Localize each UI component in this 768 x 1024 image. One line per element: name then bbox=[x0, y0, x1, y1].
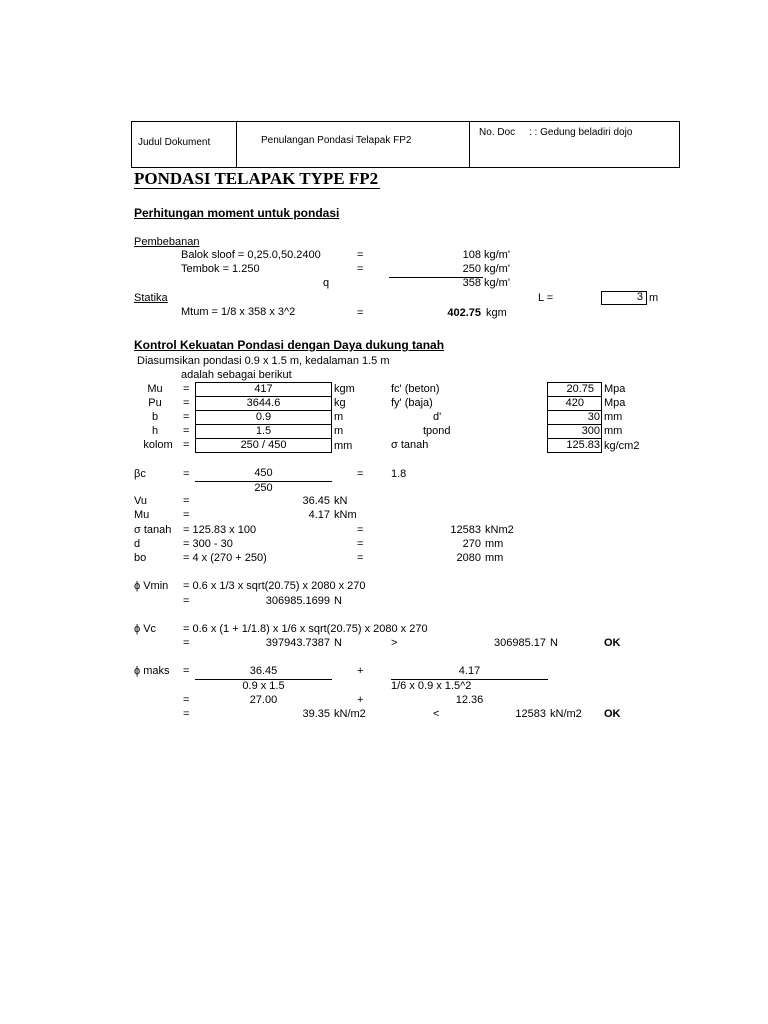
maks-cmp: < bbox=[433, 708, 440, 720]
betac-eq2: = bbox=[357, 468, 364, 480]
maks-num1: 36.45 bbox=[249, 665, 278, 677]
mu2-eq: = bbox=[183, 509, 190, 521]
L-value: 3 bbox=[636, 291, 643, 303]
param-value-pu: 3644.6 bbox=[246, 397, 281, 409]
param-unit-tpond: mm bbox=[604, 425, 623, 437]
vc-cmp-unit: N bbox=[550, 637, 558, 649]
maks-plus2: + bbox=[357, 694, 364, 706]
vmin-label: ϕ Vmin bbox=[134, 580, 169, 592]
bo-calc-label: bo bbox=[134, 552, 147, 564]
vc-value: 397943.7387 bbox=[265, 637, 330, 649]
param-name-tpond: tpond bbox=[423, 425, 451, 437]
d-calc-eq: = bbox=[357, 538, 364, 550]
param-unit-b: m bbox=[334, 411, 344, 423]
sigma-calc-value: 12583 bbox=[450, 524, 481, 536]
param-name-fy: fy' (baja) bbox=[391, 397, 433, 409]
vc-cmp-value: 306985.17 bbox=[494, 637, 546, 649]
vu-eq: = bbox=[183, 495, 190, 507]
betac-result: 1.8 bbox=[391, 468, 407, 480]
mu2-unit: kNm bbox=[334, 509, 357, 521]
bo-calc-expr: = 4 x (270 + 250) bbox=[183, 552, 267, 564]
mtum-eq: = bbox=[357, 307, 364, 319]
assume-line-1: Diasumsikan pondasi 0.9 x 1.5 m, kedalaman 1.5 m bbox=[137, 355, 390, 367]
vc-label: ϕ Vc bbox=[134, 623, 157, 635]
maks-eq3: = bbox=[183, 708, 190, 720]
param-unit-d: mm bbox=[604, 411, 623, 423]
L-unit: m bbox=[649, 292, 659, 304]
vu-label: Vu bbox=[134, 495, 148, 507]
L-label: L = bbox=[538, 292, 554, 304]
maks-v1: 27.00 bbox=[249, 694, 278, 706]
maks-v2: 12.36 bbox=[455, 694, 484, 706]
param-value-fc: 20.75 bbox=[566, 383, 594, 395]
param-name-sigma: σ tanah bbox=[391, 439, 429, 451]
betac-label: βc bbox=[134, 468, 146, 480]
param-value-h: 1.5 bbox=[255, 425, 272, 437]
mtum-label: Mtum = 1/8 x 358 x 3^2 bbox=[181, 306, 296, 318]
param-name-kolom: kolom bbox=[143, 439, 173, 451]
param-unit-fc: Mpa bbox=[604, 383, 626, 395]
param-name-mu: Mu bbox=[147, 383, 163, 395]
no-doc-label: No. Doc bbox=[479, 127, 516, 138]
load-value-q: 358 bbox=[462, 277, 481, 289]
param-value-b: 0.9 bbox=[255, 411, 272, 423]
maks-cmp-value: 12583 bbox=[515, 708, 546, 720]
header-divider-2 bbox=[469, 121, 470, 168]
mu2-value: 4.17 bbox=[308, 509, 330, 521]
maks-den2: 1/6 x 0.9 x 1.5^2 bbox=[391, 680, 472, 692]
param-unit-mu: kgm bbox=[334, 383, 355, 395]
maks-den1: 0.9 x 1.5 bbox=[242, 680, 285, 692]
load-label-2: Tembok = 1.250 bbox=[181, 263, 260, 275]
param-value-mu: 417 bbox=[254, 383, 273, 395]
load-label-1: Balok sloof = 0,25.0,50.2400 bbox=[181, 249, 321, 261]
vc-status: OK bbox=[604, 637, 621, 649]
param-name-d: d' bbox=[433, 411, 442, 423]
param-eq-kolom: = bbox=[183, 439, 190, 451]
param-eq-h: = bbox=[183, 425, 190, 437]
maks-result-unit: kN/m2 bbox=[334, 708, 366, 720]
param-eq-pu: = bbox=[183, 397, 190, 409]
param-value-fy: 420 bbox=[565, 397, 584, 409]
vc-cmp: > bbox=[391, 637, 398, 649]
param-value-tpond: 300 bbox=[581, 425, 600, 437]
bo-calc-unit: mm bbox=[485, 552, 504, 564]
load-unit-1: kg/m' bbox=[484, 249, 510, 261]
assume-line-2: adalah sebagai berikut bbox=[181, 369, 292, 381]
sigma-calc-eq: = bbox=[357, 524, 364, 536]
param-value-kolom: 250 / 450 bbox=[240, 439, 287, 451]
load-label-q: q bbox=[323, 277, 330, 289]
maks-label: ϕ maks bbox=[134, 665, 170, 677]
vu-value: 36.45 bbox=[302, 495, 330, 507]
statika-label: Statika bbox=[134, 292, 168, 304]
bo-calc-eq: = bbox=[357, 552, 364, 564]
betac-num: 450 bbox=[254, 467, 273, 479]
d-calc-expr: = 300 - 30 bbox=[183, 538, 233, 550]
param-unit-kolom: mm bbox=[334, 440, 353, 452]
vmin-value: 306985.1699 bbox=[265, 595, 330, 607]
param-eq-b: = bbox=[183, 411, 190, 423]
load-value-1: 108 bbox=[462, 249, 481, 261]
param-name-b: b bbox=[151, 411, 159, 423]
header-divider-1 bbox=[236, 121, 237, 168]
judul-value: Penulangan Pondasi Telapak FP2 bbox=[261, 135, 412, 146]
maks-plus: + bbox=[357, 665, 364, 677]
sigma-calc-expr: = 125.83 x 100 bbox=[183, 524, 257, 536]
maks-result: 39.35 bbox=[302, 708, 330, 720]
maks-eq2: = bbox=[183, 694, 190, 706]
maks-num2: 4.17 bbox=[458, 665, 481, 677]
maks-status: OK bbox=[604, 708, 621, 720]
param-unit-h: m bbox=[334, 425, 344, 437]
param-name-fc: fc' (beton) bbox=[391, 383, 440, 395]
load-unit-2: kg/m' bbox=[484, 263, 510, 275]
section2-heading: Kontrol Kekuatan Pondasi dengan Daya dukung tanah bbox=[134, 338, 445, 352]
no-doc-value: : : Gedung beladiri dojo bbox=[529, 127, 633, 138]
d-calc-unit: mm bbox=[485, 538, 504, 550]
load-value-2: 250 bbox=[462, 263, 481, 275]
title-underline bbox=[134, 188, 380, 189]
load-unit-q: kg/m' bbox=[484, 277, 510, 289]
vc-expr: = 0.6 x (1 + 1/1.8) x 1/6 x sqrt(20.75) x 2080 x 270 bbox=[183, 623, 428, 635]
load-eq-1: = bbox=[357, 249, 364, 261]
maks-cmp-unit: kN/m2 bbox=[550, 708, 582, 720]
mtum-value: 402.75 bbox=[447, 307, 481, 319]
section1-heading: Perhitungan moment untuk pondasi bbox=[134, 206, 340, 220]
betac-den: 250 bbox=[254, 482, 273, 494]
load-eq-2: = bbox=[357, 263, 364, 275]
vmin-unit: N bbox=[334, 595, 342, 607]
bo-calc-value: 2080 bbox=[456, 552, 481, 564]
mu2-label: Mu bbox=[134, 509, 150, 521]
d-calc-label: d bbox=[134, 538, 141, 550]
param-unit-sigma: kg/cm2 bbox=[604, 440, 640, 452]
sigma-calc-unit: kNm2 bbox=[485, 524, 514, 536]
param-value-d: 30 bbox=[587, 411, 600, 423]
param-name-pu: Pu bbox=[148, 397, 162, 409]
page-title: PONDASI TELAPAK TYPE FP2 bbox=[134, 169, 379, 188]
vmin-expr: = 0.6 x 1/3 x sqrt(20.75) x 2080 x 270 bbox=[183, 580, 366, 592]
vmin-eq: = bbox=[183, 595, 190, 607]
param-unit-fy: Mpa bbox=[604, 397, 626, 409]
mtum-unit: kgm bbox=[486, 307, 507, 319]
d-calc-value: 270 bbox=[462, 538, 481, 550]
vu-unit: kN bbox=[334, 495, 348, 507]
vc-eq: = bbox=[183, 637, 190, 649]
param-value-sigma: 125.83 bbox=[566, 439, 600, 451]
judul-label: Judul Dokument bbox=[138, 137, 211, 148]
betac-eq: = bbox=[183, 468, 190, 480]
param-name-h: h bbox=[151, 425, 159, 437]
param-eq-mu: = bbox=[183, 383, 190, 395]
pembebanan-label: Pembebanan bbox=[134, 236, 200, 248]
param-unit-pu: kg bbox=[334, 397, 346, 409]
sigma-calc-label: σ tanah bbox=[134, 524, 172, 536]
maks-eq: = bbox=[183, 665, 190, 677]
vc-unit: N bbox=[334, 637, 342, 649]
